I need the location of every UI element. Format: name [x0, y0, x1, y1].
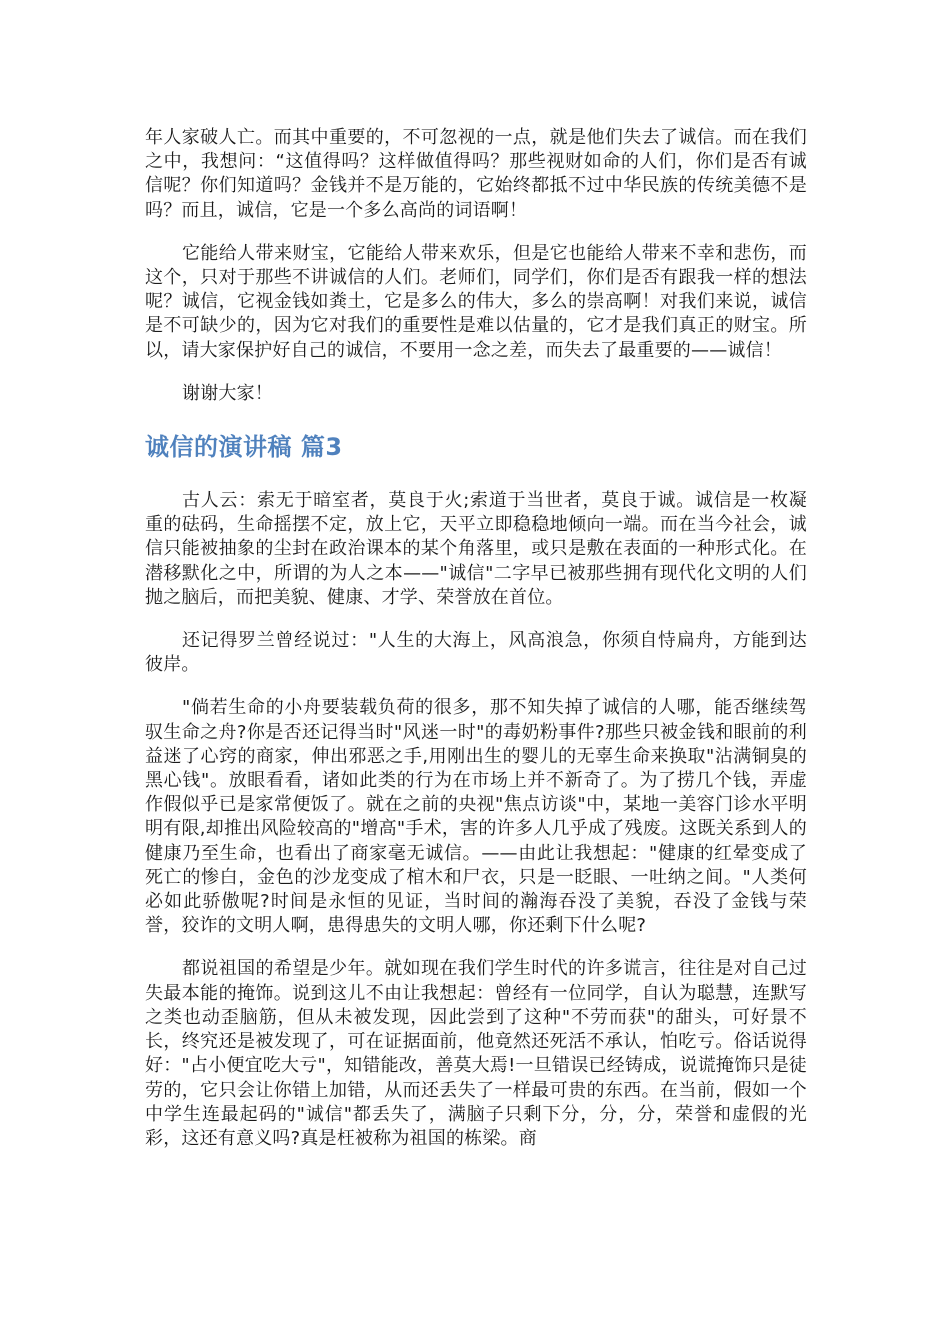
paragraph: 它能给人带来财宝，它能给人带来欢乐，但是它也能给人带来不幸和悲伤，而这个，只对于那些不讲诚信的人们。老师们，同学们，你们是否有跟我一样的想法呢？诚信，它视金钱如粪土，它是多么的伟大，多么的崇高啊！对我们来说，诚信是不可缺少的，因为它对我们的重要性是难以估量的，它才是我们真正的财宝。所以，请大家保护好自己的诚信，不要用一念之差，而失去了最重要的——诚信！ — [145, 242, 807, 361]
section-heading: 诚信的演讲稿 篇3 — [145, 433, 343, 462]
paragraph: 还记得罗兰曾经说过："人生的大海上，风高浪急，你须自恃扁舟，方能到达彼岸。 — [145, 630, 807, 676]
document-body — [145, 126, 807, 1151]
paragraph-thanks: 谢谢大家！ — [182, 382, 273, 404]
paragraph: 古人云：索无于暗室者，莫良于火;索道于当世者，莫良于诚。诚信是一枚凝重的砝码，生命摇摆不定，放上它，天平立即稳稳地倾向一端。而在当今社会，诚信只能被抽象的尘封在政治课本的某个角落里，或只是敷在表面的一种形式化。在潜移默化之中，所谓的为人之本——"诚信"二字早已被那些拥有现代化文明的人们抛之脑后，而把美貌、健康、才学、荣誉放在首位。 — [145, 490, 807, 608]
paragraph-continued: 年人家破人亡。而其中重要的，不可忽视的一点，就是他们失去了诚信。而在我们之中，我想问：“这值得吗？这样做值得吗？那些视财如命的人们，你们是否有诚信呢？你们知道吗？金钱并不是万能的，它始终都抵不过中华民族的传统美德不是吗？而且，诚信，它是一个多么高尚的词语啊！ — [145, 127, 807, 221]
paragraph: "倘若生命的小舟要装载负荷的很多，那不知失掉了诚信的人哪，能否继续驾驭生命之舟?你是否还记得当时"风迷一时"的毒奶粉事件?那些只被金钱和眼前的利益迷了心窍的商家，伸出邪恶之手,用刚出生的婴儿的无辜生命来换取"沾满铜臭的黑心钱"。放眼看看，诸如此类的行为在市场上并不新奇了。为了捞几个钱，弄虚作假似乎已是家常便饭了。就在之前的央视"焦点访谈"中，某地一美容门诊水平明明有限,却推出风险较高的"增高"手术，害的许多人几乎成了残废。这既关系到人的健康乃至生命，也看出了商家毫无诚信。——由此让我想起："健康的红晕变成了死亡的惨白，金色的沙龙变成了棺木和尸衣，只是一眨眼、一吐纳之间。"人类何必如此骄傲呢?时间是永恒的见证，当时间的瀚海吞没了美貌，吞没了金钱与荣誉，狡诈的文明人啊，患得患失的文明人哪，你还剩下什么呢? — [145, 697, 807, 937]
paragraph: 都说祖国的希望是少年。就如现在我们学生时代的许多谎言，往往是对自己过失最本能的掩饰。说到这儿不由让我想起：曾经有一位同学，自认为聪慧，连默写之类也动歪脑筋，但从未被发现，因此尝到了这种"不劳而获"的甜头，可好景不长，终究还是被发现了，可在证据面前，他竟然还死活不承认，怕吃亏。俗话说得好："占小便宜吃大亏"，知错能改，善莫大焉!一旦错误已经铸成，说谎掩饰只是徒劳的，它只会让你错上加错，从而还丢失了一样最可贵的东西。在当前，假如一个中学生连最起码的"诚信"都丢失了，满脑子只剩下分，分，分，荣誉和虚假的光彩，这还有意义吗?真是枉被称为祖国的栋梁。商 — [145, 958, 807, 1149]
